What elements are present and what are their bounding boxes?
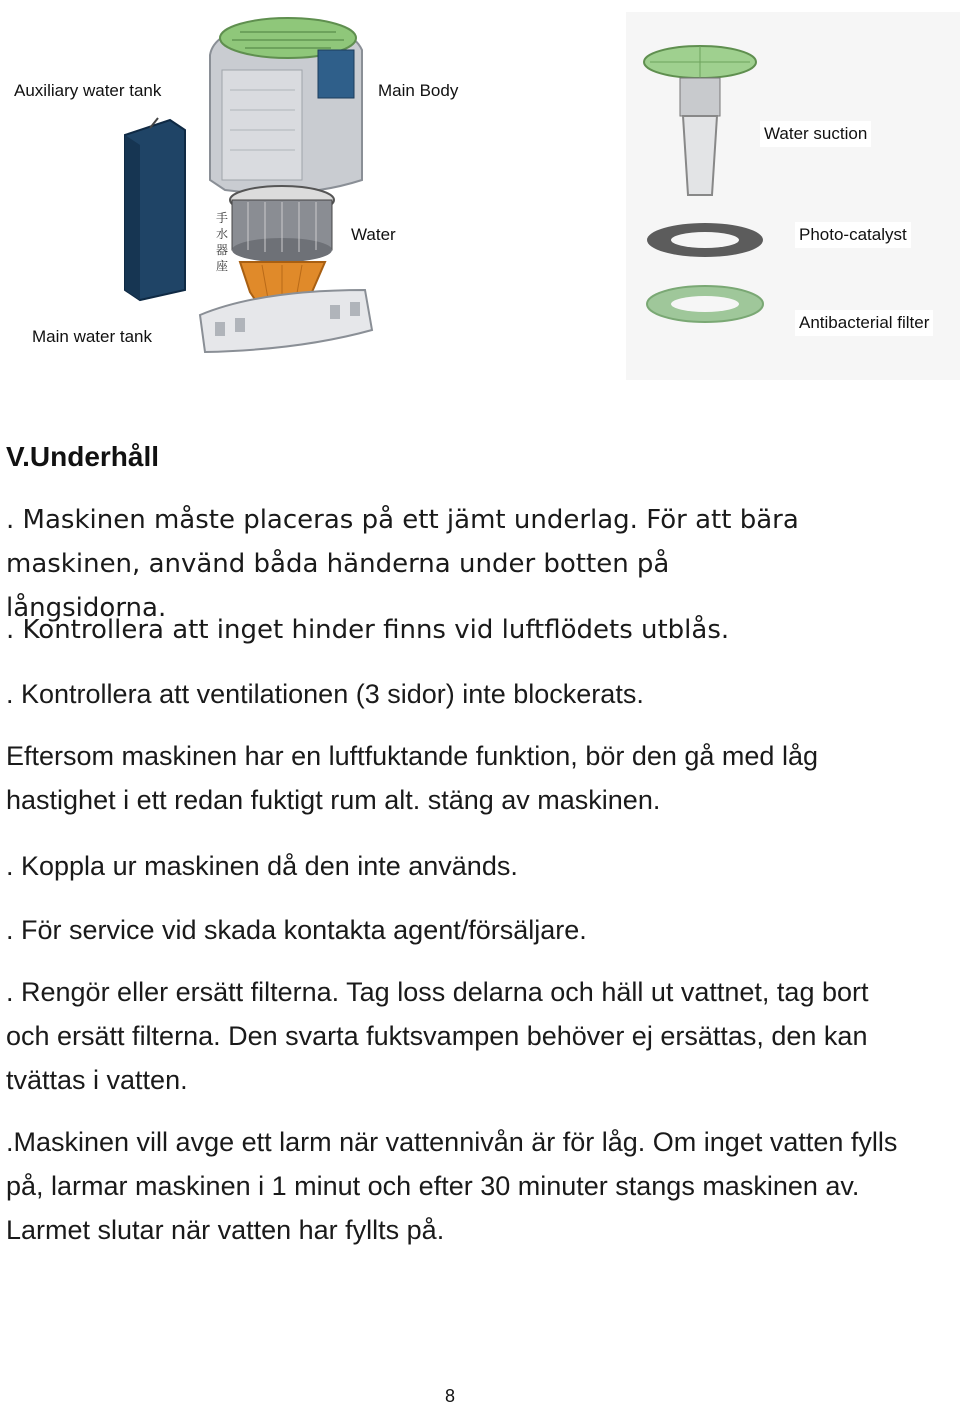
svg-text:座: 座 bbox=[216, 259, 229, 273]
auxiliary-water-tank-image bbox=[125, 118, 185, 300]
label-water: Water bbox=[347, 222, 400, 248]
main-water-tank-image bbox=[200, 290, 372, 352]
label-main-water-tank: Main water tank bbox=[28, 324, 156, 350]
paragraph-alarm: .Maskinen vill avge ett larm när vattennivån är för låg. Om inget vatten fylls på, larmar maskinen i 1 minut och efter 30 minuter stangs maskinen av. Larmet slutar när vatten har fyllts på. bbox=[6, 1127, 898, 1245]
label-main-body: Main Body bbox=[374, 78, 462, 104]
svg-text:水: 水 bbox=[216, 227, 229, 241]
label-photo-catalyst: Photo-catalyst bbox=[795, 222, 911, 248]
svg-text:手: 手 bbox=[216, 211, 229, 225]
paragraph-ventilation: . Kontrollera att ventilationen (3 sidor) inte blockerats. bbox=[6, 679, 644, 709]
paragraph-humidity: Eftersom maskinen har en luftfuktande funktion, bör den gå med låg hastighet i ett redan fuktigt rum alt. stäng av maskinen. bbox=[6, 741, 818, 815]
paragraph-airflow: . Kontrollera att inget hinder finns vid luftflödets utblås. bbox=[6, 615, 730, 645]
main-body-image bbox=[210, 18, 362, 193]
paragraph-filters: . Rengör eller ersätt filterna. Tag loss delarna och häll ut vattnet, tag bort och ersätt filterna. Den svarta fuktsvampen behöver ej ersättas, den kan tvättas i vatten. bbox=[6, 977, 869, 1095]
paragraph-service: . För service vid skada kontakta agent/försäljare. bbox=[6, 915, 587, 945]
paragraph-unplug: . Koppla ur maskinen då den inte används. bbox=[6, 851, 518, 881]
antibacterial-filter-image bbox=[647, 286, 763, 322]
maintenance-section bbox=[6, 440, 946, 1245]
water-filter-cylinder-image bbox=[216, 186, 334, 273]
label-water-suction: Water suction bbox=[760, 121, 871, 147]
photo-catalyst-image bbox=[647, 223, 763, 257]
svg-text:器: 器 bbox=[216, 243, 229, 257]
paragraph-placement: . Maskinen måste placeras på ett jämt underlag. För att bära maskinen, använd båda händerna under botten på långsidorna. bbox=[6, 505, 799, 623]
page-number: 8 bbox=[444, 1386, 455, 1406]
water-suction-image bbox=[644, 46, 756, 195]
section-heading: V.Underhåll bbox=[6, 441, 160, 472]
label-auxiliary-water-tank: Auxiliary water tank bbox=[10, 78, 165, 104]
label-antibacterial-filter: Antibacterial filter bbox=[795, 310, 933, 336]
exploded-parts-figure bbox=[0, 0, 960, 390]
